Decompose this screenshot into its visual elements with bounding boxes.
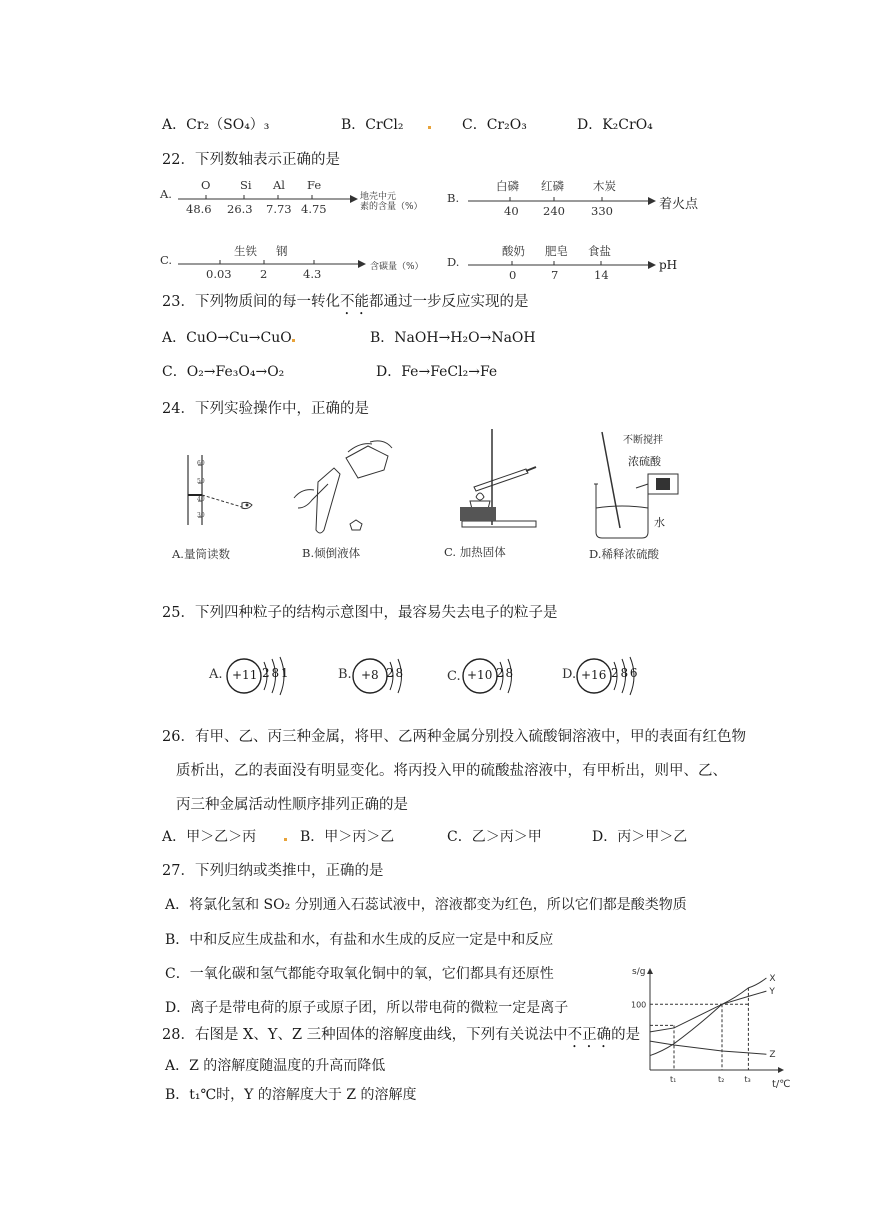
q27-option-d: D．离子是带电荷的原子或原子团，所以带电荷的微粒一定是离子: [165, 1000, 569, 1016]
axis-bottom-label: 7: [551, 268, 559, 282]
axis-top-label: 木炭: [593, 179, 616, 193]
axis-top-label: Al: [273, 178, 285, 192]
orange-dot-mark: [292, 339, 295, 342]
q21-option-d: D．K₂CrO₄: [577, 117, 653, 133]
particle-letter: A.: [209, 667, 223, 682]
q26-option-a: A．甲＞乙＞丙: [162, 829, 257, 845]
axis-top-label: Fe: [307, 178, 322, 192]
solubility-chart: [628, 962, 791, 1090]
axis-bottom-label: 14: [594, 268, 609, 282]
axis-bottom-label: 240: [543, 204, 565, 218]
q27-option-b: B．中和反应生成盐和水，有盐和水生成的反应一定是中和反应: [165, 932, 554, 948]
axis-top-label: 钢: [276, 244, 288, 258]
cylinder-tick: 30: [197, 512, 205, 519]
particle-letter: B.: [338, 667, 352, 682]
orange-dot-mark: [428, 126, 431, 129]
q28-option-b: B．t₁℃时，Y 的溶解度大于 Z 的溶解度: [165, 1087, 417, 1103]
heating-solid-apparatus-icon: [440, 425, 550, 535]
electron-shells: 2 8: [496, 666, 513, 680]
q24-caption-b: B.倾倒液体: [302, 546, 361, 560]
q27-option-c: C．一氧化碳和氢气都能夺取氧化铜中的氧，它们都具有还原性: [165, 966, 554, 982]
x-axis-arrow: [778, 1067, 784, 1073]
axis-caption: 着火点: [659, 197, 699, 212]
q23-stem-post: 都通过一步反应实现的是: [368, 294, 529, 310]
particle-letter: C.: [447, 669, 461, 684]
nucleus-charge: +16: [581, 668, 607, 682]
label-stir: 不断搅拌: [623, 435, 663, 446]
axis-bottom-label: 7.73: [266, 202, 292, 216]
orange-dot-mark: [284, 838, 287, 841]
axis-caption: pH: [659, 258, 678, 272]
q26-option-c: C．乙＞丙＞甲: [447, 829, 542, 845]
q24-caption-d: D.稀释浓硫酸: [589, 547, 659, 561]
q28-stem-pre: 28．右图是 X、Y、Z 三种固体的溶解度曲线，下列有关说法中: [162, 1027, 568, 1043]
axis-bottom-label: 330: [591, 204, 613, 218]
electron-shells: 2 8 1: [262, 666, 288, 680]
cylinder-tick: 40: [197, 496, 205, 503]
q25-stem: 25．下列四种粒子的结构示意图中，最容易失去电子的粒子是: [162, 605, 558, 621]
series-label-x: X: [769, 974, 776, 984]
electron-shells: 2 8 6: [611, 666, 637, 680]
q27-option-a: A．将氯化氢和 SO₂ 分别通入石蕊试液中，溶液都变为红色，所以它们都是酸类物质: [165, 897, 687, 913]
series-label-y: Y: [769, 987, 775, 998]
q21-option-a: A．Cr₂（SO₄）₃: [162, 117, 270, 133]
x-tick-label: t₃: [744, 1075, 751, 1084]
nucleus-charge: +10: [467, 668, 493, 682]
q21-option-b: B．CrCl₂: [341, 117, 404, 133]
series-label-z: Z: [769, 1050, 776, 1061]
axis-letter: A.: [160, 187, 172, 201]
electron-shells: 2 8: [386, 666, 403, 680]
axis-bottom-label: 26.3: [227, 202, 253, 216]
y-axis-arrow: [647, 968, 653, 974]
cylinder-tick: 60: [197, 460, 205, 467]
cylinder-tick: 50: [197, 478, 205, 485]
axis-letter: D.: [447, 255, 460, 269]
q28-option-a: A．Z 的溶解度随温度的升高而降低: [165, 1058, 386, 1074]
q21-option-c: C．Cr₂O₃: [462, 117, 527, 133]
q26-option-b: B．甲＞丙＞乙: [300, 829, 395, 845]
axis-top-label: 肥皂: [545, 244, 568, 258]
q24-stem: 24．下列实验操作中，正确的是: [162, 401, 369, 417]
graduated-cylinder-icon: [180, 455, 260, 530]
pouring-liquid-icon: [288, 438, 398, 538]
q24-caption-a: A.量筒读数: [172, 547, 230, 561]
axis-bottom-label: 48.6: [186, 202, 212, 216]
q28-stem-post: 的是: [611, 1027, 641, 1043]
axis-line: [468, 259, 656, 271]
q26-line-1: 26．有甲、乙、丙三种金属，将甲、乙两种金属分别投入硫酸铜溶液中，甲的表面有红色物: [162, 729, 746, 745]
label-water: 水: [654, 516, 665, 529]
q23-stem-pre: 23．下列物质间的每一转化: [162, 294, 340, 310]
q23-option-a: A．CuO→Cu→CuO: [162, 330, 292, 346]
axis-top-label: 白磷: [496, 179, 519, 193]
q26-line-2: 质析出，乙的表面没有明显变化。将丙投入甲的硫酸盐溶液中，有甲析出，则甲、乙、: [176, 763, 727, 779]
axis-top-label: 食盐: [588, 244, 611, 258]
q26-option-d: D．丙＞甲＞乙: [592, 829, 688, 845]
axis-letter: B.: [447, 191, 460, 205]
y-axis-label: s/g: [632, 967, 646, 977]
axis-bottom-label: 2: [260, 267, 268, 281]
axis-top-label: 生铁: [234, 244, 257, 258]
axis-bottom-label: 0.03: [206, 267, 232, 281]
q24-caption-c: C. 加热固体: [444, 545, 506, 559]
nucleus-charge: +8: [361, 668, 379, 682]
x-axis-label: t/℃: [772, 1079, 791, 1090]
axis-bottom-label: 40: [504, 204, 519, 218]
axis-letter: C.: [160, 253, 173, 267]
nucleus-charge: +11: [232, 668, 258, 682]
axis-top-label: O: [201, 178, 211, 192]
axis-caption: 地壳中元: [360, 192, 397, 202]
q23-stem-emphasis: 不能: [339, 294, 369, 310]
x-tick-label: t₁: [670, 1075, 677, 1084]
axis-top-label: Si: [240, 178, 252, 192]
axis-bottom-label: 0: [509, 268, 517, 282]
q23-stem: [162, 290, 528, 318]
particle-letter: D.: [562, 667, 577, 682]
q26-line-3: 丙三种金属活动性顺序排列正确的是: [176, 797, 408, 813]
q28-stem-emphasis: 不正确: [567, 1027, 612, 1043]
x-tick-label: t₂: [718, 1075, 725, 1084]
axis-caption: 素的含量（%）: [360, 202, 423, 212]
axis-top-label: 酸奶: [502, 244, 525, 258]
q23-option-d: D．Fe→FeCl₂→Fe: [376, 364, 498, 380]
q27-stem: 27．下列归纳或类推中，正确的是: [162, 863, 384, 879]
q22-stem: 22．下列数轴表示正确的是: [162, 152, 340, 168]
q23-option-c: C．O₂→Fe₃O₄→O₂: [162, 364, 285, 380]
label-acid: 浓硫酸: [628, 455, 661, 468]
axis-bottom-label: 4.75: [301, 202, 327, 216]
solubility-chart-svg: [628, 962, 791, 1090]
q23-option-b: B．NaOH→H₂O→NaOH: [370, 330, 536, 346]
axis-bottom-label: 4.3: [303, 267, 322, 281]
axis-top-label: 红磷: [541, 179, 564, 193]
y-tick-label: 100: [631, 1000, 647, 1010]
axis-caption: 含碳量（%）: [370, 262, 424, 272]
q28-stem: [162, 1023, 640, 1051]
